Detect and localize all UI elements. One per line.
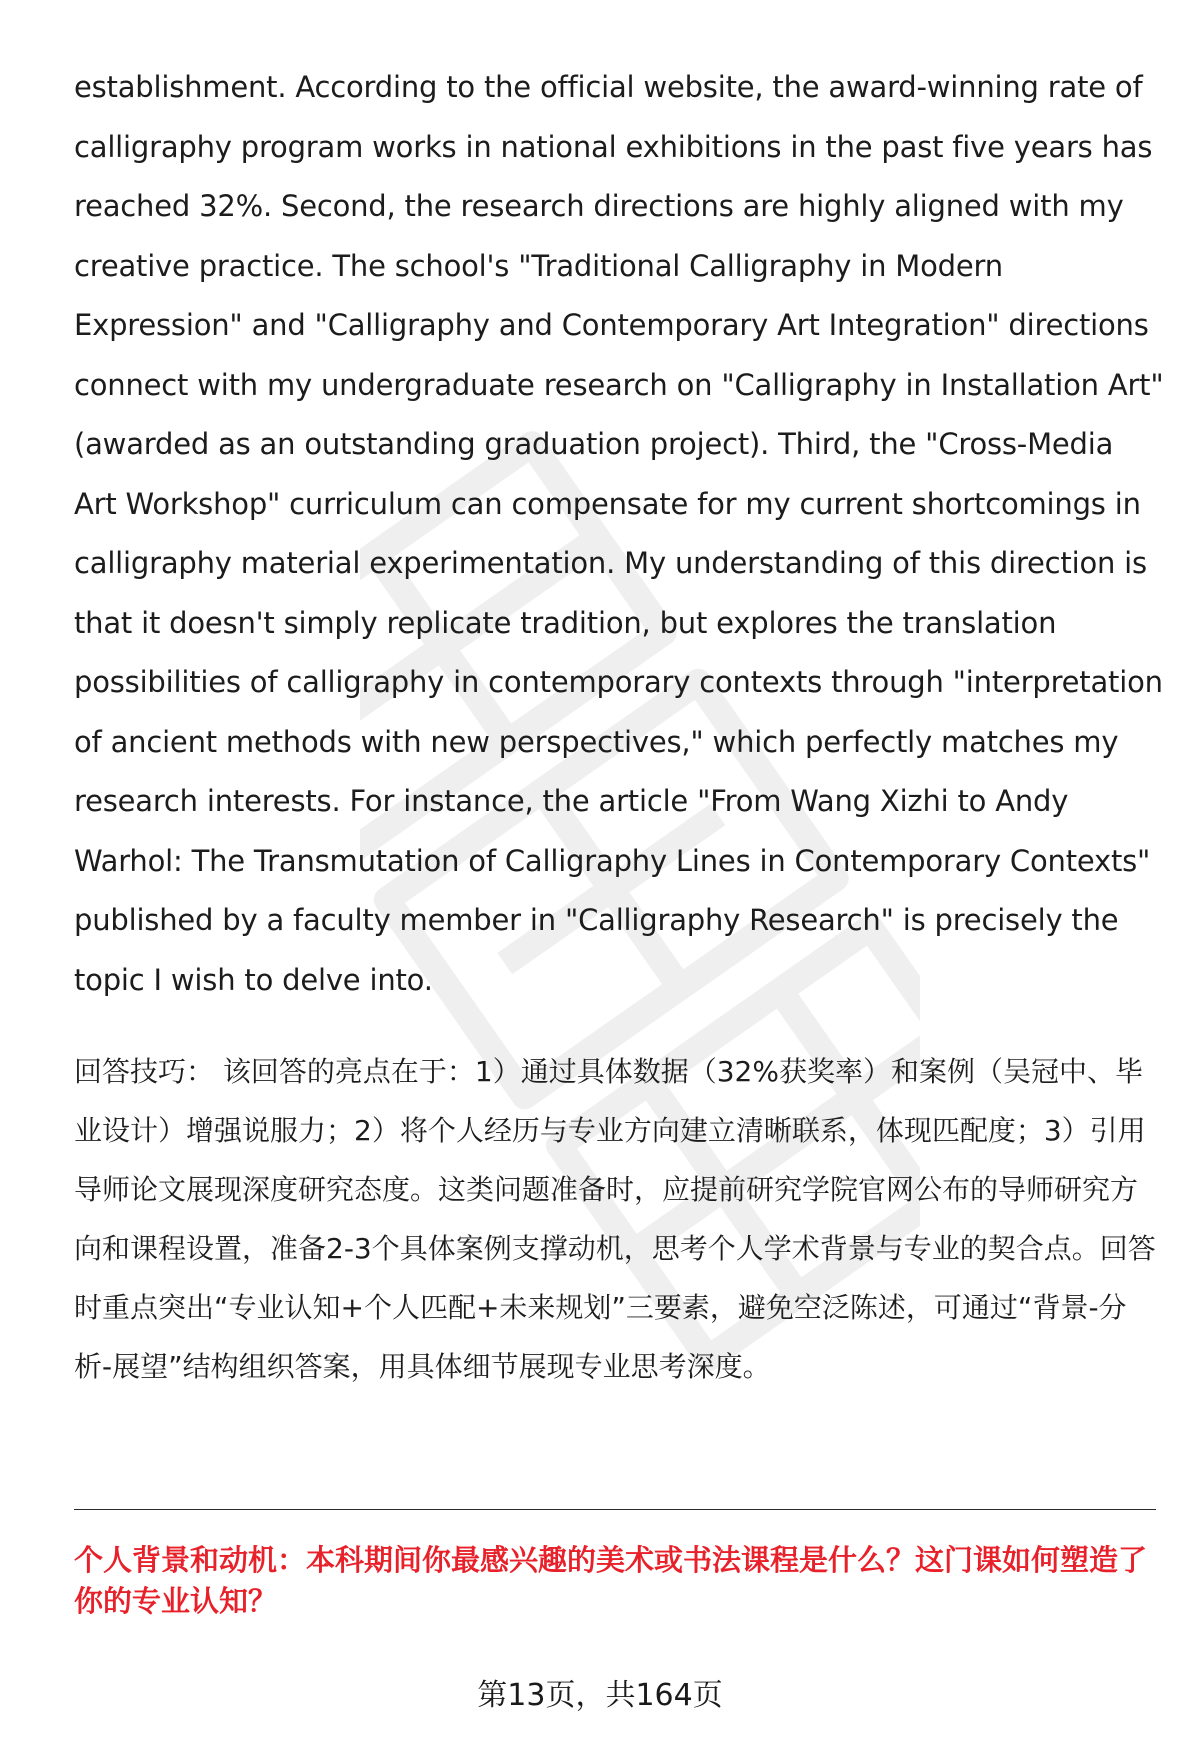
answer-tip-paragraph [74,1042,1164,1396]
answer-paragraph: establishment. According to the official website, the award-winning rate of calligraphy program works in national exhibitions in the past five years has reached 32%. Second, the research directions are highly aligned with my creative practice. The school's "Traditional Calligraphy in Modern Expression" and "Calligraphy and Contemporary Art Integration" directions connect with my undergraduate research on "Calligraphy in Installation Art" (awarded as an outstanding graduation project). Third, the "Cross-Media Art Workshop" curriculum can compensate for my current shortcomings in calligraphy material experimentation. My understanding of this direction is that it doesn't simply replicate tradition, but explores the translation possibilities of calligraphy in contemporary contexts through "interpretation of ancient methods with new perspectives," which perfectly matches my research interests. For instance, the article "From Wang Xizhi to Andy Warhol: The Transmutation of Calligraphy Lines in Contemporary Contexts" published by a faculty member in "Calligraphy Research" is precisely the topic I wish to delve into. [74,70,1164,997]
section-divider [74,1509,1156,1510]
answer-tip-label: 回答技巧： [74,1055,215,1088]
content-area [74,58,1164,1396]
page-number-footer: 第13页，共164页 [477,1678,723,1713]
next-question-heading: 个人背景和动机：本科期间你最感兴趣的美术或书法课程是什么？这门课如何塑造了你的专业认知？ [74,1543,1148,1618]
answer-tip-text: 该回答的亮点在于：1）通过具体数据（32%获奖率）和案例（吴冠中、毕业设计）增强说服力；2）将个人经历与专业方向建立清晰联系，体现匹配度；3）引用导师论文展现深度研究态度。这类问题准备时，应提前研究学院官网公布的导师研究方向和课程设置，准备2-3个具体案例支撑动机，思考个人学术背景与专业的契合点。回答时重点突出“专业认知+个人匹配+未来规划”三要素，避免空泛陈述，可通过“背景-分析-展望”结构组织答案，用具体细节展现专业思考深度。 [74,1055,1156,1383]
